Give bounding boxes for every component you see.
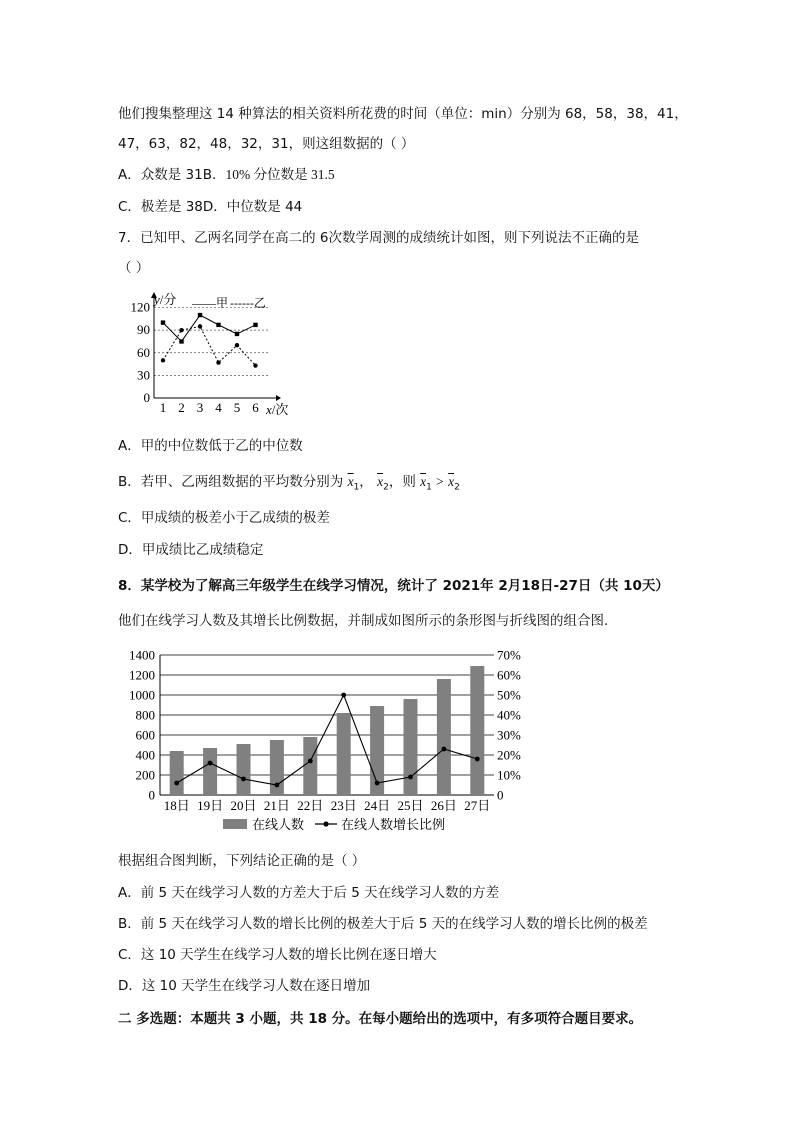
c8-xtick-label: 18日 [163, 798, 190, 813]
c7-legend-b: ------乙 [230, 296, 266, 310]
q7-option-a: A．甲的中位数低于乙的中位数 [118, 438, 303, 454]
c8-ytick-label: 400 [135, 747, 155, 763]
c8-bar [337, 713, 351, 795]
mean-x2-repeat-sub: 2 [454, 482, 460, 493]
q8-option-a: A．前 5 天在线学习人数的方差大于后 5 天在线学习人数的方差 [118, 885, 500, 901]
c8-bar [303, 737, 317, 795]
c7-point-yi [235, 343, 239, 347]
c8-legend-bar-label: 在线人数 [252, 817, 305, 832]
mean-x1-repeat: $\overline{x}$ [420, 474, 427, 489]
c7-point-jia [235, 332, 239, 336]
c7-xtick-label: 1 [159, 400, 167, 415]
c8-bar [237, 744, 251, 795]
c8-bar [203, 748, 217, 795]
c7-point-jia [253, 323, 257, 327]
c7-xlabel: x/次 [266, 402, 289, 417]
c7-point-yi [216, 360, 220, 364]
c8-xtick-label: 23日 [330, 798, 357, 813]
q6-option-b-text: 10% 分位数是 31.5 [225, 167, 335, 182]
c8-ytick-label: 0 [148, 787, 155, 803]
c7-point-jia [198, 313, 202, 317]
c7-xtick-label: 6 [252, 400, 259, 415]
c8-growth-point [442, 747, 447, 752]
q8-stem-line2: 他们在线学习人数及其增长比例数据，并制成如图所示的条形图与折线图的组合图. [118, 613, 609, 629]
c8-bar [170, 751, 184, 795]
c8-legend-bar-swatch [223, 819, 247, 829]
mean-x2-repeat: $\overline{x}$ [448, 474, 455, 489]
c8-growth-point [174, 781, 179, 786]
q7-line-chart [130, 288, 310, 420]
c7-point-yi [198, 324, 202, 328]
greater-than: > [436, 474, 444, 489]
c7-ytick-label: 60 [137, 344, 150, 360]
c8-growth-point [375, 781, 380, 786]
q7-paren: （ ） [118, 260, 150, 276]
mean-x2-sub: 2 [383, 482, 389, 493]
q8-stem-line1: 8．某学校为了解高三年级学生在线学习情况，统计了 2021年 2月18日-27日（共 10天） [118, 578, 669, 594]
c8-growth-point [341, 693, 346, 698]
c7-ytick-label: 0 [143, 390, 150, 405]
c8-ytick-label: 800 [135, 707, 155, 723]
c7-series-line-jia [163, 315, 256, 341]
q8-combo-chart [118, 646, 538, 838]
c7-point-jia [179, 339, 183, 343]
q8-option-b: B．前 5 天在线学习人数的增长比例的极差大于后 5 天的在线学习人数的增长比例的极差 [118, 916, 648, 932]
q7-option-b-text: B．若甲、乙两组数据的平均数分别为 [118, 474, 344, 490]
q7-option-b [118, 473, 460, 497]
c7-x-arrow [276, 395, 281, 401]
c7-point-yi [161, 358, 165, 362]
q6-option-a: A．众数是 31 [118, 167, 203, 183]
c7-point-yi [253, 363, 257, 367]
c8-ytick-label: 1200 [129, 667, 155, 683]
c7-xtick-label: 2 [178, 400, 185, 415]
c8-legend-line-label: 在线人数增长比例 [341, 817, 446, 832]
c8-xtick-label: 20日 [230, 798, 257, 813]
c8-ytick-label: 200 [135, 767, 155, 783]
q8-option-c: C．这 10 天学生在线学习人数的增长比例在逐日增大 [118, 947, 437, 963]
c8-y2tick-label: 50% [497, 687, 521, 703]
c7-point-jia [216, 323, 220, 327]
q6-option-c: C．极差是 38 [118, 199, 203, 215]
c7-series-line-yi [163, 326, 256, 365]
q6-options-ab [118, 166, 335, 184]
q8-option-d: D．这 10 天学生在线学习人数在逐日增加 [118, 978, 371, 994]
c8-growth-point [241, 777, 246, 782]
q6-options-cd [118, 198, 302, 216]
c8-y2tick-label: 0 [497, 787, 504, 803]
c8-xtick-label: 24日 [364, 798, 391, 813]
c7-ylabel: y/分 [154, 292, 177, 307]
mean-x2: $\overline{x}$ [377, 474, 384, 489]
c8-y2tick-label: 40% [497, 707, 521, 723]
c8-y2tick-label: 30% [497, 727, 521, 743]
c8-growth-point [208, 761, 213, 766]
q7-sep: ， [359, 474, 373, 490]
c8-y2tick-label: 70% [497, 647, 521, 663]
c8-xtick-label: 27日 [464, 798, 491, 813]
c8-legend-line-marker [323, 821, 328, 826]
c8-xtick-label: 21日 [263, 798, 290, 813]
q6-option-b-label: B． [202, 167, 226, 183]
c7-xtick-label: 3 [196, 400, 204, 415]
c8-y2tick-label: 10% [497, 767, 521, 783]
c7-ytick-label: 120 [130, 299, 150, 315]
q8-question: 根据组合图判断，下列结论正确的是（ ） [118, 853, 366, 869]
c8-growth-point [475, 757, 480, 762]
c8-growth-point [275, 783, 280, 788]
c7-legend-a: ——甲 [192, 296, 229, 310]
c8-bar [470, 666, 484, 795]
q7-then: ，则 [388, 474, 416, 490]
c8-xtick-label: 19日 [197, 798, 224, 813]
q7-option-c: C．甲成绩的极差小于乙成绩的极差 [118, 510, 330, 526]
c8-xtick-label: 22日 [297, 798, 324, 813]
mean-x1-repeat-sub: 1 [426, 482, 432, 493]
c8-growth-line [177, 695, 478, 785]
c7-ytick-label: 90 [137, 322, 150, 338]
c8-bar [404, 699, 418, 795]
c8-growth-point [308, 759, 313, 764]
q7-stem: 7．已知甲、乙两名同学在高二的 6次数学周测的成绩统计如图，则下列说法不正确的是 [118, 230, 639, 246]
q6-stem-line1: 他们搜集整理这 14 种算法的相关资料所花费的时间（单位：min）分别为 68，58，38，41， [118, 106, 688, 122]
c8-growth-point [408, 775, 413, 780]
c8-ytick-label: 600 [135, 727, 155, 743]
q7-option-d: D．甲成绩比乙成绩稳定 [118, 542, 264, 558]
q6-stem-line2: 47，63，82，48，32，31，则这组数据的（ ） [118, 136, 415, 152]
c7-ytick-label: 30 [137, 367, 150, 383]
q6-option-d: D．中位数是 44 [202, 199, 303, 215]
c7-xtick-label: 4 [215, 400, 222, 415]
c8-y2tick-label: 20% [497, 747, 521, 763]
c8-bar [437, 679, 451, 795]
c8-ytick-label: 1400 [129, 647, 155, 663]
section2-heading: 二 多选题：本题共 3 小题，共 18 分。在每小题给出的选项中，有多项符合题目要求。 [118, 1011, 643, 1027]
c8-xtick-label: 25日 [397, 798, 424, 813]
c7-point-yi [179, 328, 183, 332]
c8-xtick-label: 26日 [430, 798, 457, 813]
mean-x1-sub: 1 [353, 482, 360, 493]
c8-y2tick-label: 60% [497, 667, 521, 683]
c7-point-jia [161, 320, 165, 324]
c7-xtick-label: 5 [233, 400, 241, 415]
mean-x1: $\overline{x}$ [347, 474, 354, 489]
c8-ytick-label: 1000 [129, 687, 155, 703]
